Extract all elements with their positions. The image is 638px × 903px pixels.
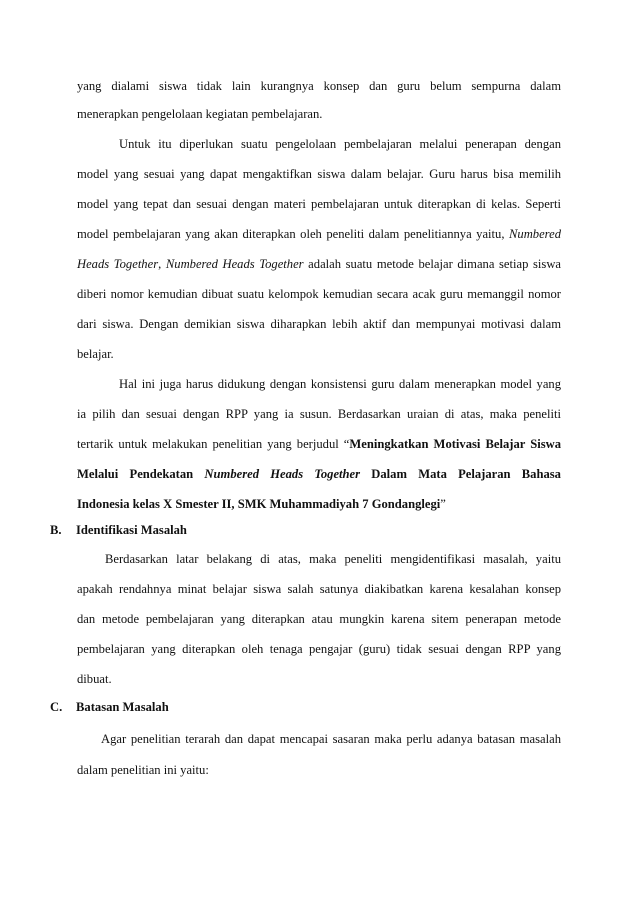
paragraph-line: apakah rendahnya minat belajar siswa salah satunya diakibatkan karena kesalahan konsep (77, 582, 561, 596)
paragraph-line: yang dialami siswa tidak lain kurangnya konsep dan guru belum sempurna dalam (77, 79, 561, 93)
research-title: Meningkatkan Motivasi Belajar Siswa (349, 437, 561, 451)
italic-term: Numbered Heads Together (204, 467, 361, 481)
research-title: Indonesia kelas X Smester II, SMK Muhammadiyah 7 Gondanglegi (77, 497, 441, 511)
paragraph-line (77, 436, 561, 452)
paragraph-line: belajar. (77, 347, 114, 361)
section-title: Batasan Masalah (76, 700, 169, 714)
paragraph-line: Untuk itu diperlukan suatu pengelolaan pembelajaran melalui penerapan dengan (119, 137, 561, 151)
paragraph-line (77, 496, 561, 512)
paragraph-line (77, 256, 561, 272)
paragraph-line: dibuat. (77, 672, 112, 686)
section-heading-c (50, 699, 169, 715)
paragraph-line: dan metode pembelajaran yang diterapkan atau mungkin karena sitem penerapan metode (77, 612, 561, 626)
research-title: Dalam Mata Pelajaran Bahasa (371, 467, 561, 481)
paragraph-line: Hal ini juga harus didukung dengan konsistensi guru dalam menerapkan model yang (119, 377, 561, 391)
paragraph-line: model yang sesuai yang dapat mengaktifkan siswa dalam belajar. Guru harus bisa memilih (77, 167, 561, 181)
italic-term: Numbered (509, 227, 561, 241)
text-run: , (158, 257, 166, 271)
text-run: tertarik untuk melakukan penelitian yang berjudul “ (77, 437, 350, 451)
paragraph-line: diberi nomor kemudian dibuat suatu kelompok kemudian secara acak guru memanggil nomor (77, 287, 561, 301)
paragraph-line: dalam penelitian ini yaitu: (77, 763, 209, 777)
research-title: Melalui Pendekatan (77, 467, 194, 481)
paragraph-line (77, 466, 561, 482)
italic-term: Heads Together (77, 257, 159, 271)
section-title: Identifikasi Masalah (76, 523, 187, 537)
text-run: adalah suatu metode belajar dimana setiap siswa (303, 257, 561, 271)
paragraph-line (77, 226, 561, 242)
text-run: model pembelajaran yang akan diterapkan oleh peneliti dalam penelitiannya yaitu, (77, 227, 505, 241)
section-letter: B. (50, 523, 62, 537)
paragraph-line: ia pilih dan sesuai dengan RPP yang ia susun. Berdasarkan uraian di atas, maka peneliti (77, 407, 561, 421)
paragraph-line: menerapkan pengelolaan kegiatan pembelajaran. (77, 107, 323, 121)
paragraph-line: Agar penelitian terarah dan dapat mencapai sasaran maka perlu adanya batasan masalah (101, 732, 561, 746)
italic-term: Numbered Heads Together (165, 257, 304, 271)
section-heading-b (50, 522, 187, 538)
section-letter: C. (50, 700, 63, 714)
paragraph-line: pembelajaran yang diterapkan oleh tenaga pengajar (guru) tidak sesuai dengan RPP yang (77, 642, 561, 656)
paragraph-line: model yang tepat dan sesuai dengan materi pembelajaran untuk diterapkan di kelas. Seperti (77, 197, 561, 211)
text-run: ” (440, 497, 446, 511)
paragraph-line: dari siswa. Dengan demikian siswa diharapkan lebih aktif dan mempunyai motivasi dalam (77, 317, 561, 331)
paragraph-line: Berdasarkan latar belakang di atas, maka peneliti mengidentifikasi masalah, yaitu (105, 552, 561, 566)
